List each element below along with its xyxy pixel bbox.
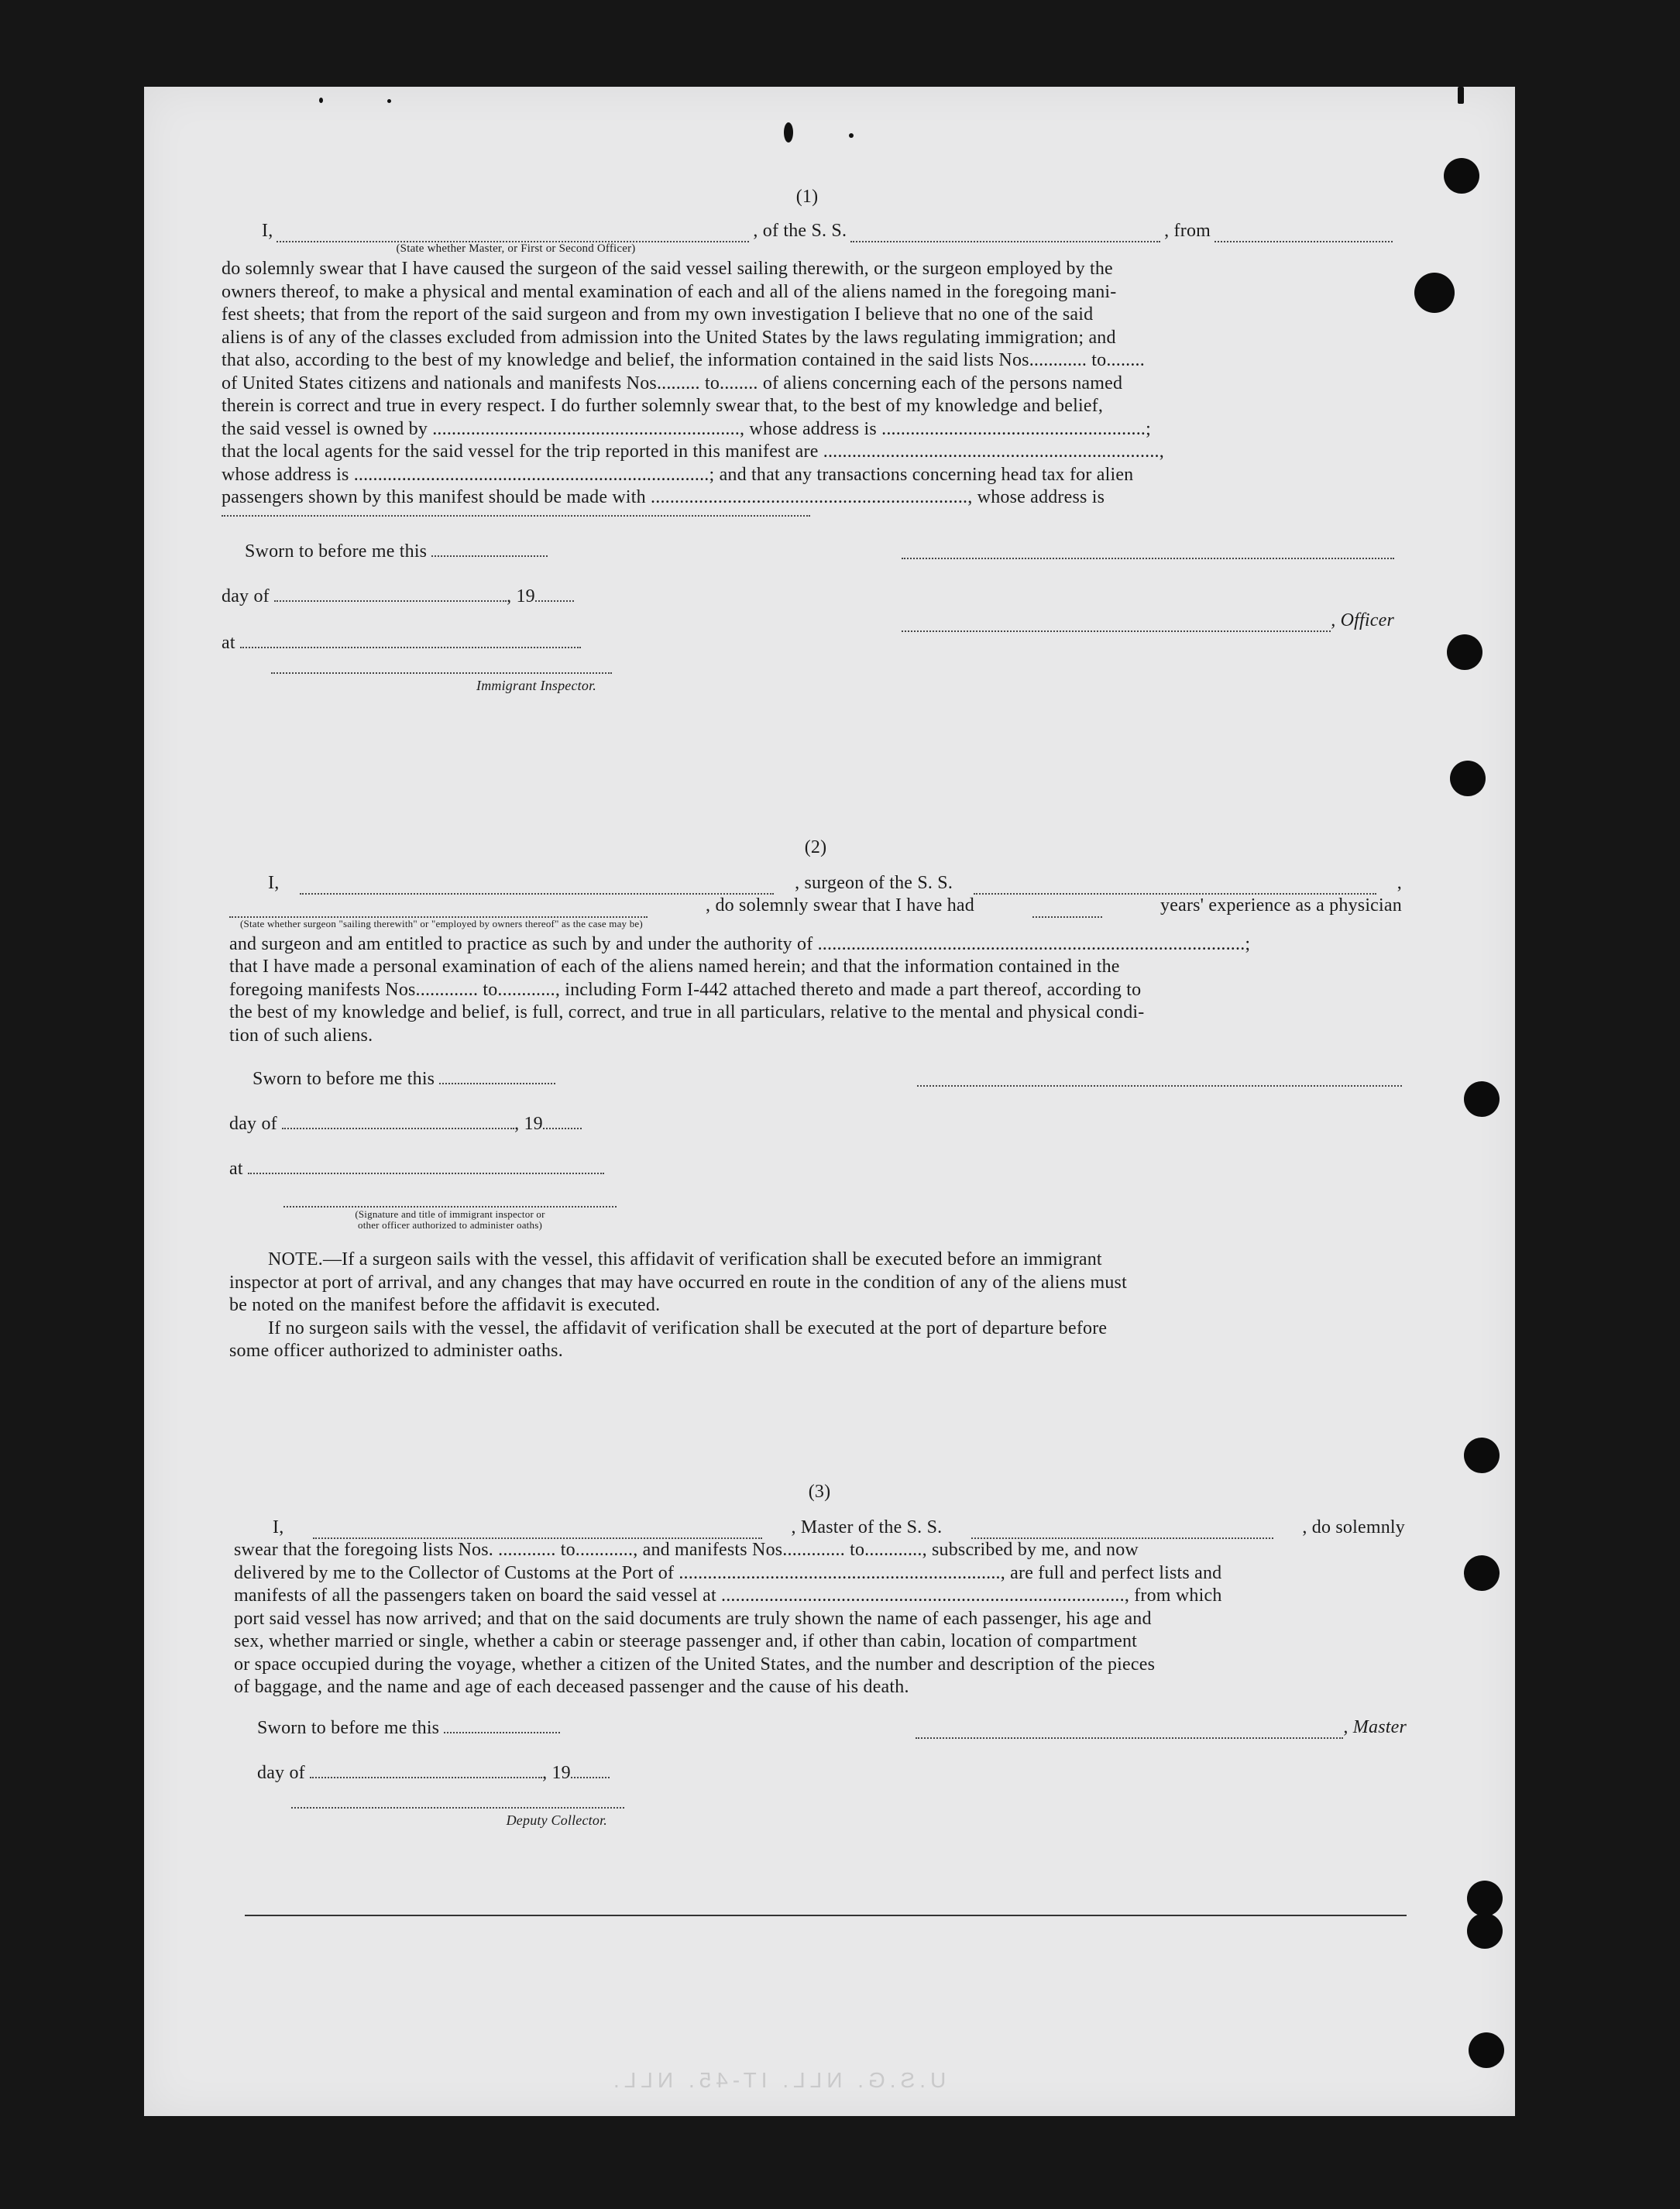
surgeon-type-note: (State whether surgeon "sailing therewith" or "employed by owners thereof" as the case may be)	[240, 917, 643, 929]
surgeon-vessel-blank[interactable]	[974, 878, 1376, 895]
oath-body	[222, 258, 1393, 517]
sworn-text: Sworn to before me this	[257, 1717, 440, 1738]
body-line: of United States citizens and nationals and manifests Nos......... to........ of aliens concerning each of the persons named	[222, 373, 1123, 393]
at-place-blank[interactable]	[240, 631, 581, 648]
section-1	[222, 186, 1393, 726]
body-line: the said vessel is owned by ................................................................, whose address is .......................................................;	[222, 418, 1152, 439]
ink-speck	[784, 122, 793, 143]
section-number: (2)	[804, 837, 827, 857]
opening-i: I,	[268, 872, 280, 893]
do-solemnly-text: , do solemnly swear that I have had	[706, 895, 974, 916]
section-2	[229, 837, 1402, 1363]
body-line: do solemnly swear that I have caused the surgeon of the said vessel sailing therewith, or the surgeon employed by the	[222, 259, 1113, 279]
body-line: swear that the foregoing lists Nos. ............ to............, and manifests Nos............. to............, subscribed by me, and now	[234, 1540, 1139, 1560]
from-port-blank[interactable]	[1214, 225, 1393, 242]
binder-hole	[1464, 1438, 1500, 1473]
body-line: delivered by me to the Collector of Customs at the Port of ..................................................................., are full and perfect lists and	[234, 1562, 1222, 1583]
day-of-blank[interactable]	[282, 1112, 514, 1129]
body-line: manifests of all the passengers taken on board the said vessel at ...................................................................................., from which	[234, 1585, 1222, 1606]
master-signature-line[interactable]	[916, 1722, 1343, 1739]
year-blank[interactable]	[543, 1112, 582, 1129]
verification-note	[229, 1249, 1402, 1363]
surgeon-signature-line[interactable]	[917, 1084, 1402, 1087]
binder-hole	[1469, 2032, 1504, 2068]
binder-hole	[1464, 1081, 1500, 1117]
collector-signature-line[interactable]	[291, 1806, 624, 1809]
ink-speck	[849, 133, 854, 138]
opening-i: I,	[273, 1517, 284, 1537]
ink-speck	[1458, 87, 1464, 104]
day-of-text: day of	[257, 1762, 305, 1783]
oath-body	[229, 933, 1402, 1048]
master-name-blank[interactable]	[313, 1522, 762, 1539]
oath-body	[234, 1539, 1405, 1699]
body-line: tion of such aliens.	[229, 1025, 373, 1046]
years-blank[interactable]	[1032, 901, 1102, 918]
note-line: some officer authorized to administer oaths.	[229, 1341, 563, 1361]
officer-name-blank[interactable]	[277, 225, 749, 242]
master-oath-line	[234, 1517, 1405, 1540]
inspector-label: Immigrant Inspector.	[476, 677, 596, 693]
bleed-through-text: U.S.G. NLL. IT-45. NLL.	[609, 2068, 947, 2092]
binder-hole	[1464, 1555, 1500, 1591]
at-place-blank[interactable]	[248, 1157, 604, 1174]
sworn-text: Sworn to before me this	[245, 541, 428, 562]
collector-label: Deputy Collector.	[506, 1812, 607, 1828]
master-vessel-blank[interactable]	[971, 1522, 1273, 1539]
body-line: aliens is of any of the classes excluded from admission into the United States by the laws regulating immigration; and	[222, 327, 1116, 348]
officer-signature-line-top[interactable]	[902, 557, 1394, 559]
body-line: of baggage, and the name and age of each deceased passenger and the cause of his death.	[234, 1677, 909, 1697]
binder-hole	[1447, 634, 1482, 670]
year-blank[interactable]	[571, 1761, 610, 1778]
inspector-signature-line[interactable]	[283, 1205, 617, 1208]
year-blank[interactable]	[535, 585, 574, 602]
binder-hole	[1467, 1881, 1503, 1916]
body-line: whose address is ..........................................................................; and that any transactions concerning head tax for alien	[222, 464, 1134, 485]
ink-speck	[319, 98, 323, 103]
section-3	[234, 1481, 1405, 1848]
at-text: at	[222, 632, 235, 653]
bottom-rule	[245, 1915, 1407, 1916]
sworn-block	[229, 1067, 1402, 1245]
body-line: fest sheets; that from the report of the said surgeon and from my own investigation I believe that no one of the said	[222, 304, 1094, 325]
officer-label: , Officer	[1331, 610, 1394, 630]
master-of-text: , Master of the S. S.	[791, 1517, 943, 1537]
day-of-text: day of	[229, 1114, 277, 1134]
year-prefix: , 19	[514, 1114, 543, 1134]
surgeon-name-blank[interactable]	[300, 878, 774, 895]
section-number: (3)	[808, 1482, 831, 1502]
body-line: owners thereof, to make a physical and mental examination of each and all of the aliens named in the foregoing mani-	[222, 281, 1117, 302]
body-line: sex, whether married or single, whether a cabin or steerage passenger and, if other than cabin, location of compartment	[234, 1631, 1138, 1651]
binder-hole	[1450, 761, 1486, 796]
from-text: , from	[1164, 220, 1211, 241]
binder-hole	[1414, 273, 1455, 313]
sworn-date-blank[interactable]	[444, 1716, 560, 1733]
body-line: port said vessel has now arrived; and that on the said documents are truly shown the name of each passenger, his age and	[234, 1608, 1152, 1629]
manifest-affidavit-sheet	[144, 87, 1515, 2116]
address-continuation-blank[interactable]	[222, 514, 810, 517]
day-of-blank[interactable]	[274, 585, 507, 602]
surgeon-type-blank[interactable]	[229, 901, 648, 918]
officer-oath-line	[222, 220, 1393, 243]
day-of-text: day of	[222, 586, 270, 606]
note-line: be noted on the manifest before the affidavit is executed.	[229, 1295, 661, 1315]
of-the-ss-text: , of the S. S.	[753, 220, 847, 241]
year-prefix: , 19	[542, 1762, 571, 1783]
sworn-date-blank[interactable]	[431, 540, 548, 557]
years-experience-text: years' experience as a physician	[1160, 895, 1402, 916]
sworn-block	[234, 1716, 1405, 1848]
body-line: foregoing manifests Nos............. to............, including Form I-442 attached thereto and made a part thereof, according to	[229, 979, 1142, 1000]
master-label: , Master	[1343, 1716, 1407, 1737]
surgeon-oath-line: I, , surgeon of the S. S. ,	[229, 872, 1402, 895]
vessel-name-blank[interactable]	[850, 225, 1160, 242]
year-prefix: , 19	[507, 586, 535, 606]
inspector-signature-line[interactable]	[271, 672, 612, 674]
body-line: and surgeon and am entitled to practice as such by and under the authority of .........................................................................................;	[229, 933, 1251, 954]
body-line: or space occupied during the voyage, whether a citizen of the United States, and the number and description of the pieces	[234, 1654, 1156, 1675]
body-line: therein is correct and true in every respect. I do further solemnly swear that, to the best of my knowledge and belief,	[222, 396, 1104, 416]
ink-speck	[387, 99, 391, 103]
body-line: that I have made a personal examination of each of the aliens named herein; and that the information contained in the	[229, 957, 1120, 977]
binder-hole	[1444, 158, 1479, 194]
body-line: the best of my knowledge and belief, is full, correct, and true in all particulars, relative to the mental and physical condi-	[229, 1002, 1145, 1022]
binder-hole	[1467, 1913, 1503, 1949]
at-text: at	[229, 1159, 243, 1179]
body-line: passengers shown by this manifest should be made with .................................................................., whose address is	[222, 487, 1105, 507]
sworn-text: Sworn to before me this	[253, 1069, 435, 1089]
sworn-block	[222, 540, 1393, 726]
officer-rank-note: (State whether Master, or First or Second Officer)	[396, 242, 636, 255]
note-line: NOTE.—If a surgeon sails with the vessel, this affidavit of verification shall be executed before an immigrant	[268, 1249, 1102, 1269]
body-line: that the local agents for the said vessel for the trip reported in this manifest are ......................................................................,	[222, 441, 1164, 462]
day-of-blank[interactable]	[310, 1761, 542, 1778]
surgeon-experience-line	[229, 895, 1402, 918]
surgeon-of-text: , surgeon of the S. S.	[795, 872, 953, 893]
section-number: (1)	[795, 187, 819, 207]
body-line: that also, according to the best of my knowledge and belief, the information contained in the said lists Nos............ to........	[222, 350, 1145, 370]
opening-i: I,	[262, 220, 273, 241]
note-line: inspector at port of arrival, and any changes that may have occurred en route in the condition of any of the aliens must	[229, 1272, 1127, 1293]
do-solemnly-text: , do solemnly	[1302, 1517, 1405, 1537]
officer-signature-line[interactable]	[902, 615, 1331, 632]
sworn-date-blank[interactable]	[439, 1067, 555, 1084]
signature-note: (Signature and title of immigrant inspector or other officer authorized to administer oaths)	[355, 1208, 545, 1231]
note-line: If no surgeon sails with the vessel, the affidavit of verification shall be executed at the port of departure before	[268, 1317, 1108, 1338]
